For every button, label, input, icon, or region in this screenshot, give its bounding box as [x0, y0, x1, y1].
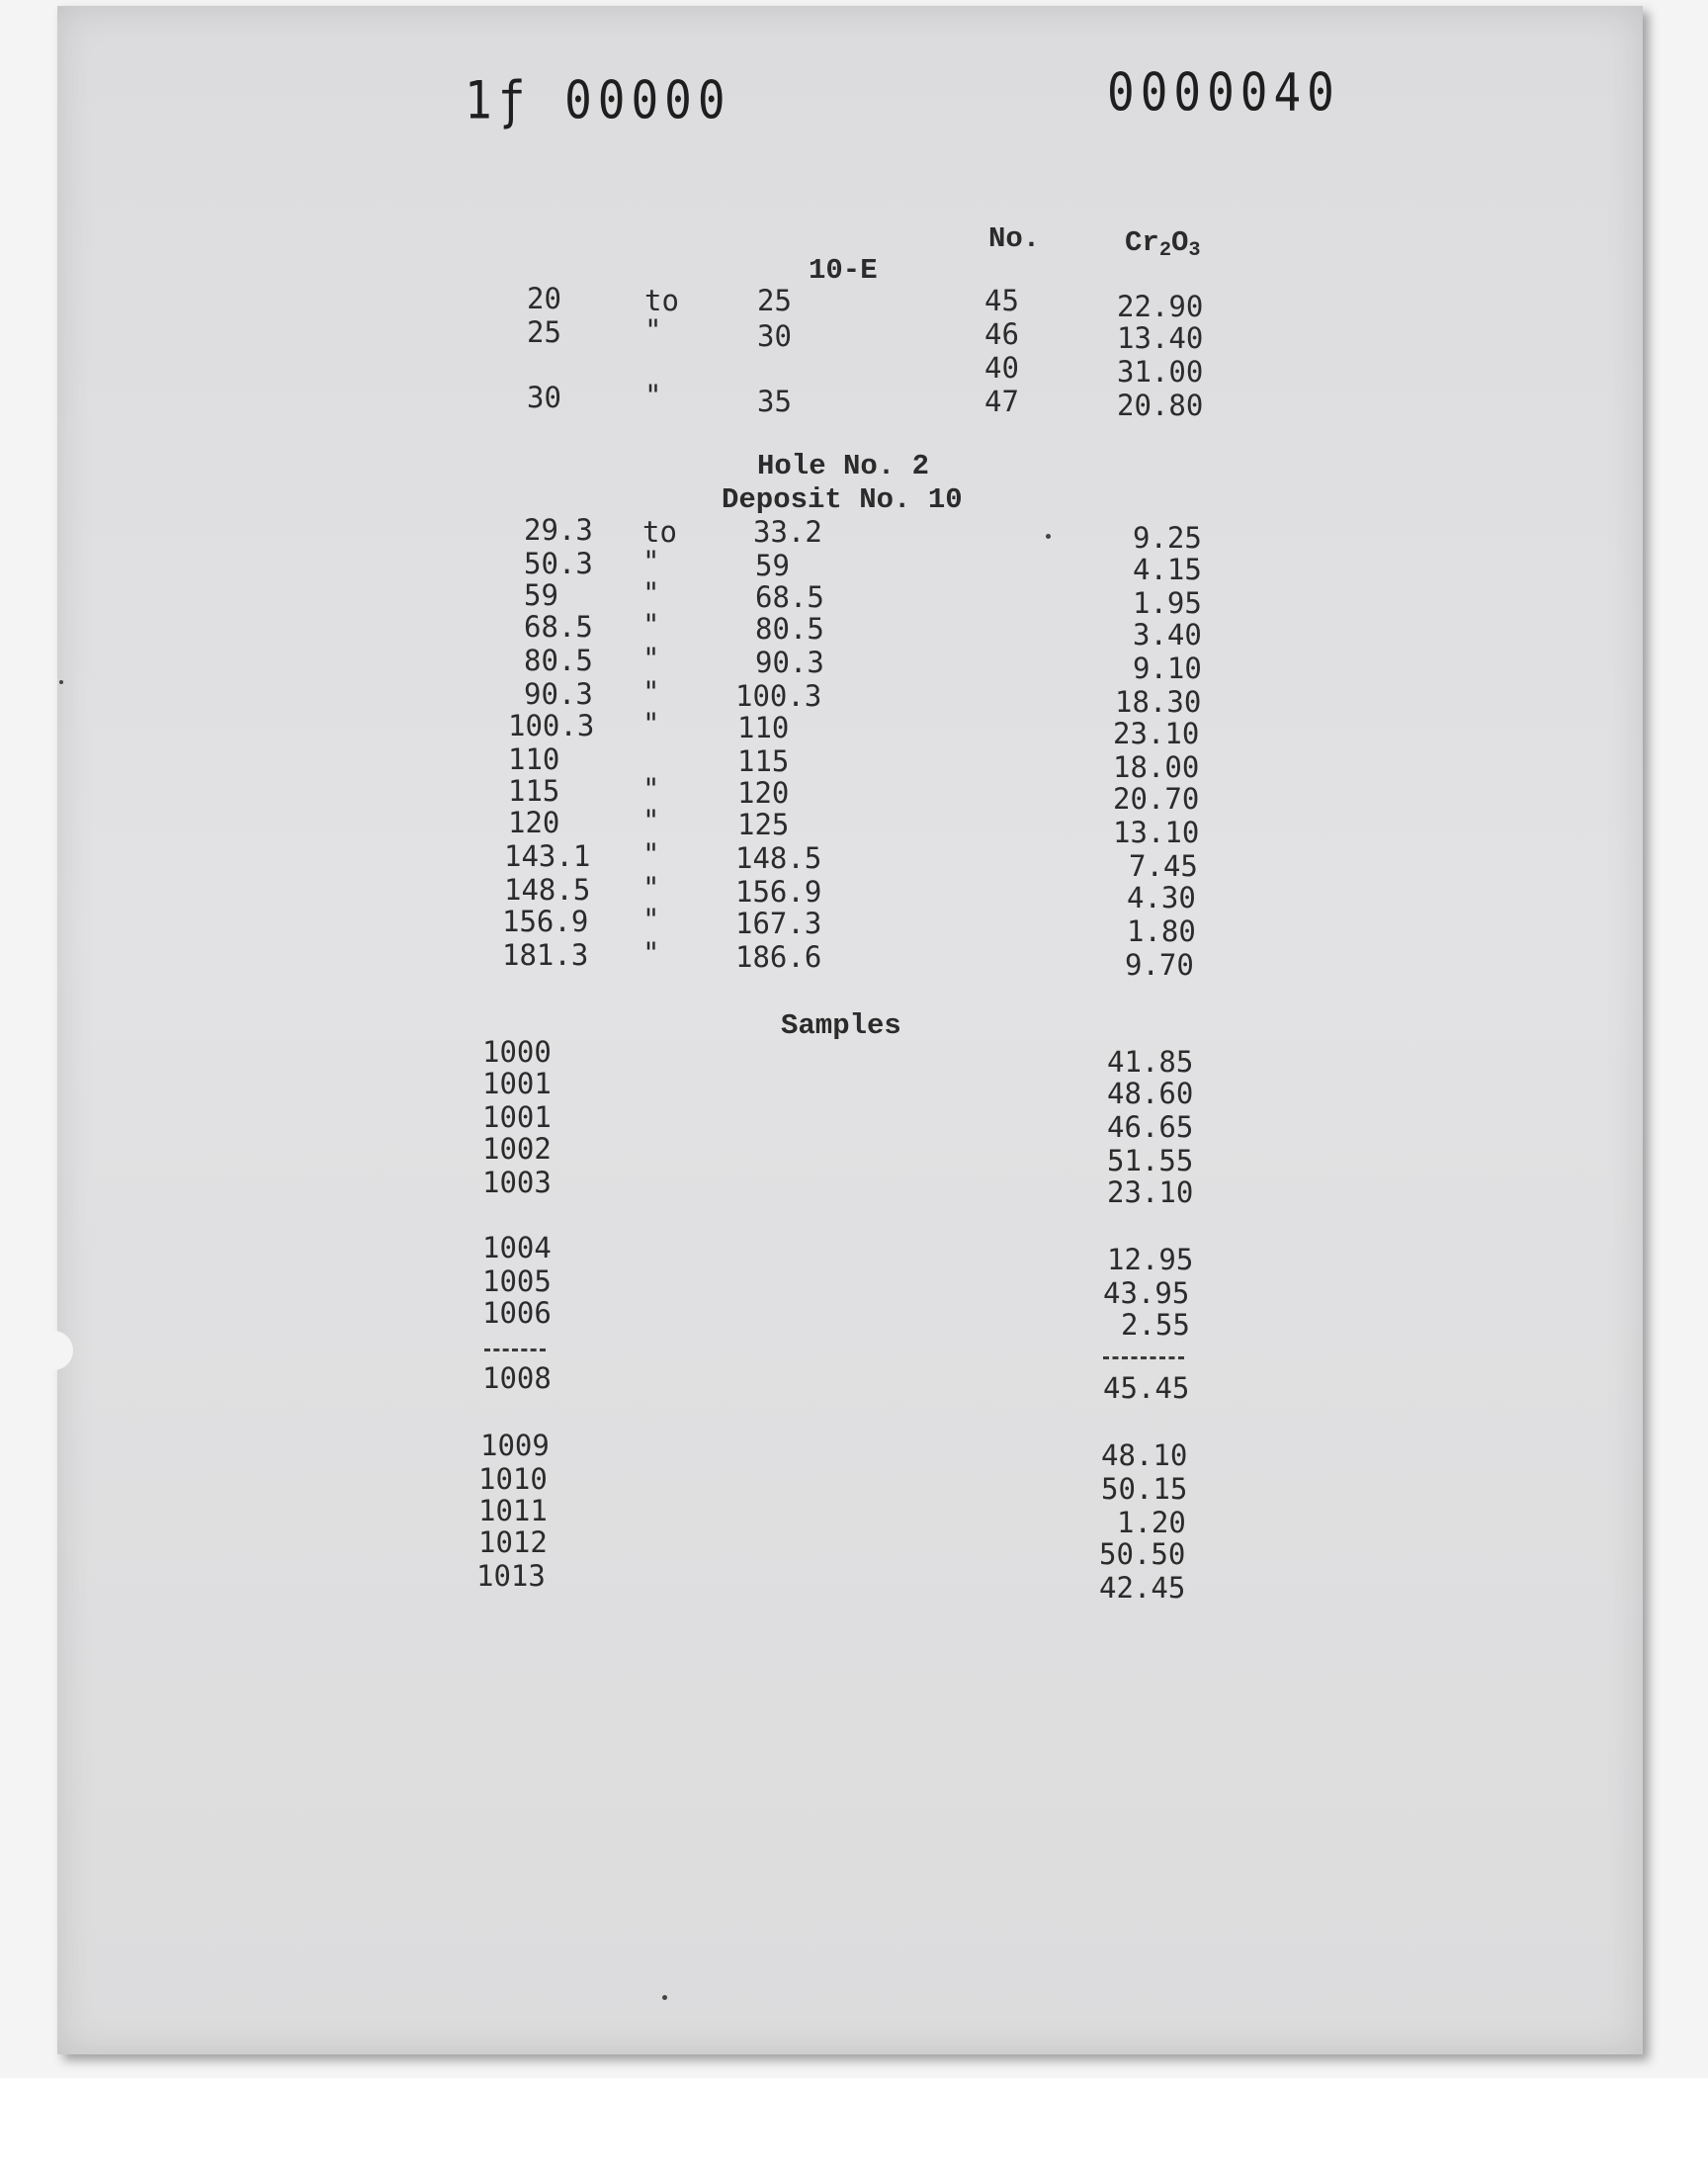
ink-dot: [662, 1995, 667, 2000]
range-separator: ": [642, 871, 660, 905]
sample-id: 1001: [482, 1100, 552, 1134]
cr2o3-value: 1.80: [1127, 914, 1196, 948]
sample-no: 40: [984, 351, 1019, 385]
column-header-cr2o3: $Cr_2O_3$: [1125, 226, 1201, 263]
column-header-no: No.: [988, 222, 1041, 255]
depth-to: 30: [757, 319, 792, 353]
depth-to: 120: [737, 776, 790, 810]
depth-to: 35: [757, 385, 792, 418]
sample-id: 1008: [482, 1361, 552, 1395]
section-title-hole-no-2: Hole No. 2: [757, 450, 930, 482]
range-separator: ": [642, 903, 660, 936]
cr2o3-value: 20.80: [1117, 389, 1204, 422]
sample-id: 1012: [478, 1525, 548, 1559]
sample-no: 45: [984, 284, 1019, 317]
range-separator: ": [642, 545, 660, 578]
depth-from: 156.9: [502, 905, 589, 938]
section-title-samples: Samples: [781, 1009, 901, 1042]
range-separator: ": [642, 804, 660, 837]
sample-id: 1010: [478, 1462, 548, 1496]
depth-to: 125: [737, 808, 790, 841]
blank-entry-dash: [1103, 1356, 1184, 1359]
depth-from: 29.3: [524, 513, 593, 547]
cr2o3-value: 22.90: [1117, 290, 1204, 323]
depth-to: 115: [737, 744, 790, 778]
depth-from: 80.5: [524, 644, 593, 677]
cr2o3-value: 18.30: [1115, 685, 1202, 719]
depth-from: 50.3: [524, 547, 593, 580]
depth-from: 120: [508, 806, 560, 839]
sample-id: 1006: [482, 1296, 552, 1330]
range-separator: ": [642, 576, 660, 610]
sample-id: 1000: [482, 1035, 552, 1069]
blank-entry-dash: [484, 1348, 546, 1351]
depth-to: 167.3: [735, 907, 822, 940]
cr2o3-value: 46.65: [1107, 1110, 1194, 1144]
sample-id: 1013: [476, 1559, 546, 1593]
cr2o3-value: 12.95: [1107, 1243, 1194, 1276]
cr2o3-value: 42.45: [1099, 1571, 1186, 1605]
section-subtitle-deposit-no-10: Deposit No. 10: [722, 483, 963, 516]
depth-from: 20: [527, 282, 561, 315]
cr2o3-value: 1.20: [1117, 1506, 1186, 1539]
depth-from: 148.5: [504, 873, 591, 907]
cr2o3-value: 43.95: [1103, 1276, 1190, 1310]
ink-dot: [59, 680, 63, 684]
sample-id: 1003: [482, 1166, 552, 1199]
cr2o3-value: 23.10: [1107, 1175, 1194, 1209]
cr2o3-value: 7.45: [1129, 849, 1198, 883]
range-separator: ": [642, 642, 660, 675]
sample-no: 47: [984, 385, 1019, 418]
depth-from: 30: [527, 381, 561, 414]
range-separator: ": [644, 379, 662, 412]
depth-from: 100.3: [508, 709, 595, 742]
range-separator: ": [642, 772, 660, 806]
cr2o3-value: 2.55: [1121, 1308, 1190, 1342]
range-separator: to: [642, 515, 677, 549]
cr2o3-value: 9.10: [1133, 652, 1202, 685]
range-separator: ": [642, 675, 660, 709]
section-title-10e: 10-E: [809, 254, 878, 287]
depth-to: 148.5: [735, 841, 822, 875]
cr2o3-value: 45.45: [1103, 1371, 1190, 1405]
range-separator: ": [642, 837, 660, 871]
depth-from: 143.1: [504, 839, 591, 873]
sample-id: 1009: [480, 1429, 550, 1462]
cr2o3-value: 9.70: [1125, 948, 1194, 982]
range-separator: ": [642, 608, 660, 642]
cr2o3-value: 50.50: [1099, 1537, 1186, 1571]
ink-dot: [1046, 534, 1051, 539]
range-separator: ": [644, 313, 662, 347]
cr2o3-value: 9.25: [1133, 521, 1202, 555]
depth-to: 156.9: [735, 875, 822, 909]
cr2o3-value: 23.10: [1113, 717, 1200, 750]
depth-to: 100.3: [735, 679, 822, 713]
cr2o3-value: 18.00: [1113, 750, 1200, 784]
depth-to: 110: [737, 711, 790, 744]
cr2o3-value: 1.95: [1133, 586, 1202, 620]
depth-to: 59: [755, 549, 790, 582]
depth-from: 68.5: [524, 610, 593, 644]
range-separator: to: [644, 284, 679, 317]
sample-id: 1002: [482, 1132, 552, 1166]
sample-id: 1004: [482, 1231, 552, 1264]
cr2o3-value: 48.60: [1107, 1077, 1194, 1110]
cr2o3-value: 4.15: [1133, 553, 1202, 586]
depth-to: 186.6: [735, 940, 822, 974]
depth-to: 25: [757, 284, 792, 317]
page-stamp-left: 1ƒ 00000: [465, 68, 731, 131]
cr2o3-value: 13.40: [1117, 321, 1204, 355]
depth-to: 90.3: [755, 646, 824, 679]
depth-from: 59: [524, 578, 558, 612]
cr2o3-value: 41.85: [1107, 1045, 1194, 1079]
cr2o3-value: 48.10: [1101, 1438, 1188, 1472]
depth-from: 115: [508, 774, 560, 808]
sample-id: 1011: [478, 1494, 548, 1527]
cr2o3-value: 4.30: [1127, 881, 1196, 914]
cr2o3-value: 20.70: [1113, 782, 1200, 816]
depth-to: 33.2: [753, 515, 822, 549]
sample-no: 46: [984, 317, 1019, 351]
sample-id: 1005: [482, 1264, 552, 1298]
depth-from: 181.3: [502, 938, 589, 972]
depth-from: 110: [508, 742, 560, 776]
depth-to: 80.5: [755, 612, 824, 646]
depth-from: 25: [527, 315, 561, 349]
cr2o3-value: 51.55: [1107, 1144, 1194, 1177]
cr2o3-value: 3.40: [1133, 618, 1202, 652]
sample-id: 1001: [482, 1067, 552, 1100]
cr2o3-value: 31.00: [1117, 355, 1204, 389]
depth-from: 90.3: [524, 677, 593, 711]
cr2o3-value: 50.15: [1101, 1472, 1188, 1506]
range-separator: ": [642, 707, 660, 740]
depth-to: 68.5: [755, 580, 824, 614]
range-separator: ": [642, 936, 660, 970]
page-stamp-right: 0000040: [1107, 60, 1340, 124]
cr2o3-value: 13.10: [1113, 816, 1200, 849]
